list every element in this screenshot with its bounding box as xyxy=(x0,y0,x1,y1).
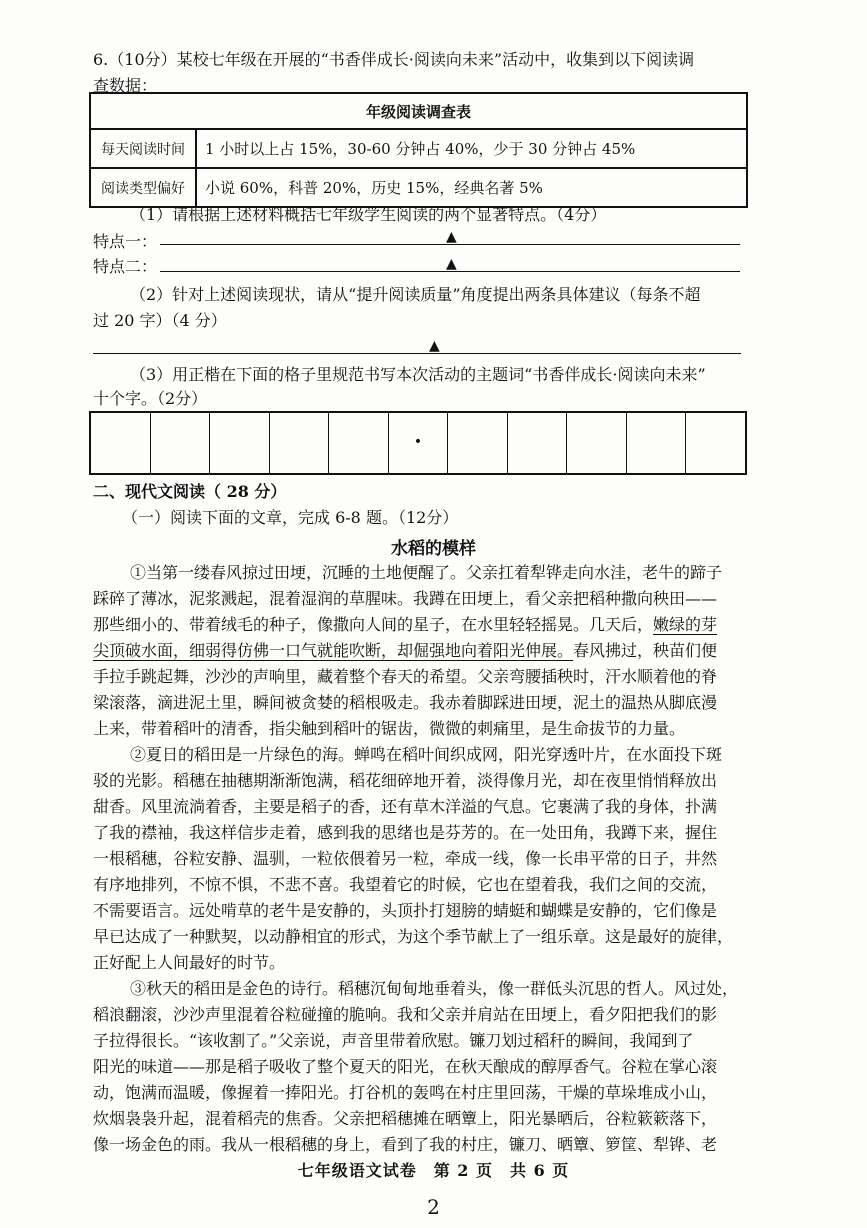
writing-cell[interactable] xyxy=(151,413,211,473)
subquestion-3-line1: （3）用正楷在下面的格子里规范书写本次活动的主题词“书香伴成长·阅读向未来” xyxy=(130,365,706,384)
subquestion-2-line1: （2）针对上述阅读现状，请从“提升阅读质量”角度提出两条具体建议（每条不超 xyxy=(130,285,701,304)
paragraph-3-line: 炊烟袅袅升起，混着稻壳的焦香。父亲把稻穗摊在晒簟上，阳光暴晒后，谷粒簌簌落下， xyxy=(93,1109,718,1128)
paragraph-2-line: 有序地排列，不惊不惧，不悲不喜。我望着它的时候，它也在望着我，我们之间的交流， xyxy=(93,875,718,894)
paragraph-1-line xyxy=(93,615,717,635)
writing-cell[interactable] xyxy=(508,413,568,473)
table-row-head: 每天阅读时间 xyxy=(90,129,196,168)
part-1-heading: （一）阅读下面的文章，完成 6-8 题。（12分） xyxy=(122,508,459,527)
question-6-line1: 6.（10分）某校七年级在开展的“书香伴成长·阅读向未来”活动中，收集到以下阅读调 xyxy=(93,50,695,69)
writing-cell-dot xyxy=(389,413,449,473)
section-2-heading: 二、现代文阅读（ 28 分） xyxy=(93,482,287,501)
table-caption: 年级阅读调查表 xyxy=(90,93,747,129)
paragraph-1-line: 手拉手跳起舞，沙沙的声响里，藏着整个春天的希望。父亲弯腰插秧时，汗水顺着他的脊 xyxy=(93,667,718,686)
paragraph-2-line: 了我的襟袖，我这样信步走着，感到我的思绪也是芬芳的。在一处田角，我蹲下来，握住 xyxy=(93,823,718,842)
paragraph-2-line: 早已达成了一种默契，以动静相宜的形式，为这个季节献上了一组乐章。这是最好的旋律， xyxy=(93,927,734,946)
answer-line-suggestions[interactable] xyxy=(93,353,741,354)
paragraph-3-line: 像一场金色的雨。我从一根稻穗的身上，看到了我的村庄，镰刀、晒簟、箩筐、犁铧、老 xyxy=(93,1135,718,1154)
paragraph-2-line: ②夏日的稻田是一片绿色的海。蝉鸣在稻叶间织成网，阳光穿透叶片，在水面投下斑 xyxy=(130,745,723,764)
article-title: 水稻的模样 xyxy=(391,539,476,559)
writing-cell[interactable] xyxy=(567,413,627,473)
subquestion-3-line2: 十个字。（2分） xyxy=(93,389,208,408)
paragraph-3-line: 稻浪翻滚，沙沙声里混着谷粒碰撞的脆响。我和父亲并肩站在田埂上，看夕阳把我们的影 xyxy=(93,1005,718,1024)
paragraph-1-line: ①当第一缕春风掠过田埂，沉睡的土地便醒了。父亲扛着犁铧走向水洼，老牛的蹄子 xyxy=(130,563,723,582)
paragraph-1-line: 踩碎了薄冰，泥浆溅起，混着湿润的草腥味。我蹲在田埂上，看父亲把稻种撒向秧田—— xyxy=(93,589,718,608)
paragraph-1-text: 那些细小的、带着绒毛的种子，像撒向人间的星子，在水里轻轻摇晃。几天后， xyxy=(93,615,654,634)
point-1-label: 特点一： xyxy=(93,232,158,251)
table-row-value: 1 小时以上占 15%，30-60 分钟占 40%，少于 30 分钟占 45% xyxy=(196,129,747,168)
table-row-head: 阅读类型偏好 xyxy=(90,168,196,207)
answer-marker: ▲ xyxy=(446,256,457,272)
page-footer: 七年级语文试卷 第 2 页 共 6 页 xyxy=(297,1161,570,1180)
paragraph-3-line: 子拉得很长。“该收割了。”父亲说，声音里带着欣慰。镰刀划过稻秆的瞬间，我闻到了 xyxy=(93,1031,694,1050)
writing-cell[interactable] xyxy=(270,413,330,473)
point-2-label: 特点二： xyxy=(93,257,158,276)
writing-grid xyxy=(89,411,747,475)
table-row-value: 小说 60%，科普 20%，历史 15%，经典名著 5% xyxy=(196,168,747,207)
question-6-line2: 查数据： xyxy=(93,76,158,95)
writing-cell[interactable] xyxy=(329,413,389,473)
paragraph-1-line: 上来，带着稻叶的清香，指尖触到稻叶的锯齿，微微的刺痛里，是生命拔节的力量。 xyxy=(93,719,686,738)
paragraph-2-line: 一根稻穗，谷粒安静、温驯，一粒依偎着另一粒，牵成一线，像一长串平常的日子，井然 xyxy=(93,849,718,868)
writing-cell[interactable] xyxy=(627,413,687,473)
answer-marker: ▲ xyxy=(429,338,440,354)
writing-cell[interactable] xyxy=(686,413,745,473)
writing-cell[interactable] xyxy=(91,413,151,473)
page-number: 2 xyxy=(427,1195,440,1219)
underlined-sentence: 嫩绿的芽 xyxy=(653,615,718,634)
paragraph-3-line: ③秋天的稻田是金色的诗行。稻穗沉甸甸地垂着头，像一群低头沉思的哲人。风过处， xyxy=(130,979,739,998)
table-row xyxy=(90,168,747,207)
paragraph-2-line: 正好配上人间最好的时节。 xyxy=(93,953,286,972)
paragraph-3-line: 阳光的味道——那是稻子吸收了整个夏天的阳光，在秋天酿成的醇厚香气。谷粒在掌心滚 xyxy=(93,1057,718,1076)
paragraph-2-line: 不需要语言。远处啃草的老牛是安静的，头顶扑打翅膀的蜻蜓和蝴蝶是安静的，它们像是 xyxy=(93,901,718,920)
writing-cell[interactable] xyxy=(448,413,508,473)
underlined-sentence: 尖顶破水面，细弱得仿佛一口气就能吹断，却倔强地向着阳光伸展。 xyxy=(93,641,574,660)
paragraph-2-line: 甜香。风里流淌着香，主要是稻子的香，还有草木洋溢的气息。它裹满了我的身体，扑满 xyxy=(93,797,718,816)
writing-cell[interactable] xyxy=(210,413,270,473)
subquestion-2-line2: 过 20 字）（4 分） xyxy=(93,311,227,330)
paragraph-1-line xyxy=(93,641,717,661)
paragraph-1-line: 梁滚落，滴进泥土里，瞬间被贪婪的稻根吸走。我赤着脚踩进田埂，泥土的温热从脚底漫 xyxy=(93,693,718,712)
table-row xyxy=(90,129,747,168)
survey-table xyxy=(89,92,748,208)
answer-marker: ▲ xyxy=(446,229,457,245)
subquestion-1: （1）请根据上述材料概括七年级学生阅读的两个显著特点。（4分） xyxy=(130,205,607,224)
paragraph-3-line: 动，饱满而温暖，像握着一捧阳光。打谷机的轰鸣在村庄里回荡，干燥的草垛堆成小山， xyxy=(93,1083,718,1102)
paragraph-1-text: 春风拂过，秧苗们便 xyxy=(573,641,718,660)
paragraph-2-line: 驳的光影。稻穗在抽穗期渐渐饱满，稻花细碎地开着，淡得像月光，却在夜里悄悄释放出 xyxy=(93,771,718,790)
